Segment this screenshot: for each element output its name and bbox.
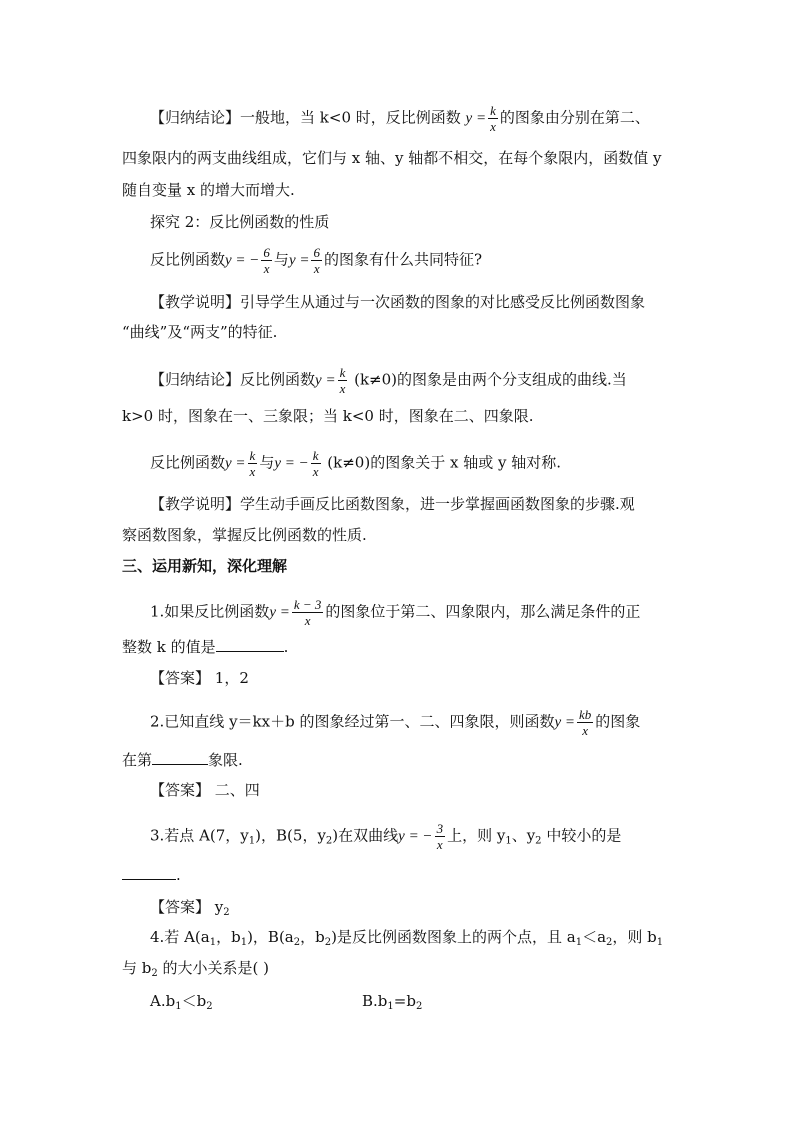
- induction-paragraph-1-line-1: [150, 103, 650, 134]
- subscript: 1: [505, 835, 512, 847]
- answer-blank[interactable]: [122, 865, 176, 880]
- text: 整数 k 的值是: [122, 638, 216, 656]
- fraction-denominator: x: [582, 723, 589, 738]
- text: 1.如果反比例函数: [150, 602, 270, 621]
- text: ，则 b: [612, 928, 657, 946]
- text: 2.已知直线 y＝kx＋b 的图象经过第一、二、四象限，则函数: [150, 712, 555, 731]
- text: 3.若点 A(7，y: [150, 826, 249, 845]
- section-3-heading: 三、运用新知，深化理解: [122, 557, 288, 575]
- fraction-denominator: x: [313, 261, 320, 276]
- teaching-tag: 【教学说明】: [150, 495, 241, 513]
- text: 中较小的是: [541, 826, 622, 845]
- induction-paragraph-2-line-2: k>0 时，图象在一、三象限；当 k<0 时，图象在二、四象限.: [122, 407, 534, 425]
- subscript: 1: [240, 937, 248, 948]
- math-eq: y = −: [274, 455, 309, 472]
- text: =b: [393, 992, 416, 1010]
- text: 的图象由分别在第二、: [499, 108, 650, 127]
- subscript: 2: [415, 1001, 423, 1012]
- fraction-numerator: k: [339, 365, 346, 380]
- text: 与 b: [122, 959, 152, 977]
- subscript: 1: [248, 835, 256, 847]
- induction-paragraph-1-line-2: 四象限内的两支曲线组成，它们与 x 轴、y 轴都不相交，在每个象限内，函数值 y: [122, 149, 662, 167]
- subscript: 1: [175, 1001, 182, 1012]
- question-4-line-1: [150, 927, 663, 947]
- math-eq: y = −: [398, 828, 433, 845]
- fraction: [311, 448, 321, 479]
- teaching-note-2-line-1: [150, 494, 635, 514]
- fraction-denominator: x: [263, 261, 270, 276]
- question-3-line-2: [122, 865, 181, 885]
- fraction-denominator: x: [249, 464, 256, 479]
- answer-blank[interactable]: [216, 637, 284, 652]
- fraction-denominator: x: [304, 613, 311, 628]
- subscript: 1: [209, 937, 217, 948]
- text: 与: [259, 453, 275, 472]
- text: (k≠0)的图象关于 x 轴或 y 轴对称.: [322, 453, 561, 472]
- math-eq: y =: [225, 455, 246, 472]
- text: (k≠0)的图象是由两个分支组成的曲线.当: [349, 370, 627, 389]
- text: 的大小关系是( ): [157, 959, 269, 977]
- text: )，B(a: [247, 928, 294, 946]
- text: 4.若 A(a: [150, 928, 210, 946]
- answer-text: 二、四: [210, 781, 260, 799]
- answer-1: [150, 668, 249, 688]
- text: 反比例函数: [240, 370, 316, 389]
- fraction-numerator: 3: [436, 821, 444, 836]
- option-b[interactable]: [362, 991, 422, 1011]
- subscript: 2: [223, 907, 230, 918]
- subscript: 2: [293, 937, 301, 948]
- subscript: 2: [206, 1001, 213, 1012]
- subscript: 2: [151, 968, 158, 979]
- answer-tag: 【答案】: [150, 898, 211, 916]
- fraction-numerator: 6: [313, 245, 320, 260]
- text: 反比例函数: [150, 250, 226, 269]
- question-2-line-2: [122, 750, 243, 770]
- text: 反比例函数: [150, 453, 226, 472]
- teaching-note-1-line-1: [150, 292, 645, 312]
- fraction-denominator: x: [339, 381, 346, 396]
- induction-tag: 【归纳结论】: [150, 370, 241, 389]
- fraction-numerator: 6: [263, 245, 270, 260]
- fraction: [488, 103, 498, 134]
- text: .: [283, 638, 289, 656]
- question-2-line-1: [150, 707, 640, 738]
- text: A.b: [150, 992, 176, 1010]
- text: 的图象: [595, 712, 641, 731]
- text: 象限.: [208, 751, 243, 769]
- subscript: 2: [606, 937, 613, 948]
- answer-tag: 【答案】: [150, 781, 211, 799]
- fraction: [311, 245, 322, 276]
- text: 、y: [511, 826, 536, 845]
- fraction-numerator: kb: [579, 707, 592, 722]
- text: )在双曲线: [332, 826, 399, 845]
- fraction: [338, 365, 348, 396]
- text: 与: [273, 250, 289, 269]
- induction-paragraph-1-line-3: 随自变量 x 的增大而增大.: [122, 181, 295, 199]
- fraction: [435, 821, 446, 852]
- question-1-line-2: [122, 637, 288, 657]
- teaching-note-2-line-2: 察函数图象，掌握反比例函数的性质.: [122, 526, 367, 544]
- fraction-denominator: x: [436, 837, 443, 852]
- fraction-denominator: x: [490, 119, 496, 134]
- math-eq: y = −: [225, 252, 260, 269]
- fraction: [261, 245, 272, 276]
- fraction: [248, 448, 258, 479]
- math-eq: y =: [269, 604, 290, 621]
- subscript: 1: [387, 1001, 394, 1012]
- fraction: [577, 707, 593, 738]
- fraction-numerator: k − 3: [293, 597, 322, 612]
- induction-tag: 【归纳结论】: [150, 108, 241, 127]
- text: 在第: [122, 751, 153, 769]
- fraction: [292, 597, 324, 628]
- math-eq: y =: [315, 372, 336, 389]
- math-eq: y =: [465, 110, 487, 127]
- math-eq: y =: [554, 714, 576, 731]
- option-a[interactable]: [150, 991, 213, 1011]
- subscript: 2: [325, 835, 333, 847]
- text: ，b: [216, 928, 241, 946]
- answer-text: y: [210, 898, 224, 916]
- symmetry-line: [150, 448, 561, 479]
- answer-3: [150, 897, 230, 917]
- fraction-numerator: k: [312, 448, 319, 463]
- explore-2-title: 探究 2：反比例函数的性质: [150, 213, 330, 231]
- fraction-numerator: k: [249, 448, 256, 463]
- text: ＜b: [181, 992, 207, 1010]
- text: ，b: [300, 928, 325, 946]
- math-eq: y =: [288, 252, 310, 269]
- answer-blank[interactable]: [152, 750, 208, 765]
- text: )，B(5，y: [255, 826, 326, 845]
- teaching-tag: 【教学说明】: [150, 293, 241, 311]
- text: 的图象有什么共同特征?: [323, 250, 483, 269]
- question-4-line-2: [122, 958, 269, 978]
- subscript: 1: [575, 937, 583, 948]
- text: 引导学生从通过与一次函数的图象的对比感受反比例函数图象: [240, 293, 646, 311]
- text: 一般地，当 k<0 时，反比例函数: [240, 108, 461, 127]
- text: .: [176, 866, 181, 884]
- answer-tag: 【答案】: [150, 669, 211, 687]
- subscript: 1: [656, 937, 664, 948]
- text: 上，则 y: [447, 826, 506, 845]
- question-line: [150, 245, 482, 276]
- subscript: 2: [324, 937, 332, 948]
- text: ＜a: [582, 928, 607, 946]
- subscript: 2: [535, 835, 542, 847]
- teaching-note-1-line-2: “曲线”及“两支”的特征.: [122, 323, 278, 341]
- text: 学生动手画反比函数图象，进一步掌握画函数图象的步骤.观: [240, 495, 635, 513]
- answer-2: [150, 780, 260, 800]
- question-3-line-1: [150, 821, 621, 852]
- text: 的图象位于第二、四象限内，那么满足条件的正: [325, 602, 641, 621]
- answer-text: 1，2: [210, 669, 249, 687]
- fraction-denominator: x: [312, 464, 319, 479]
- text: B.b: [362, 992, 388, 1010]
- text: )是反比例函数图象上的两个点，且 a: [331, 928, 576, 946]
- fraction-numerator: k: [490, 103, 496, 118]
- induction-paragraph-2-line-1: [150, 365, 627, 396]
- question-1-line-1: [150, 597, 640, 628]
